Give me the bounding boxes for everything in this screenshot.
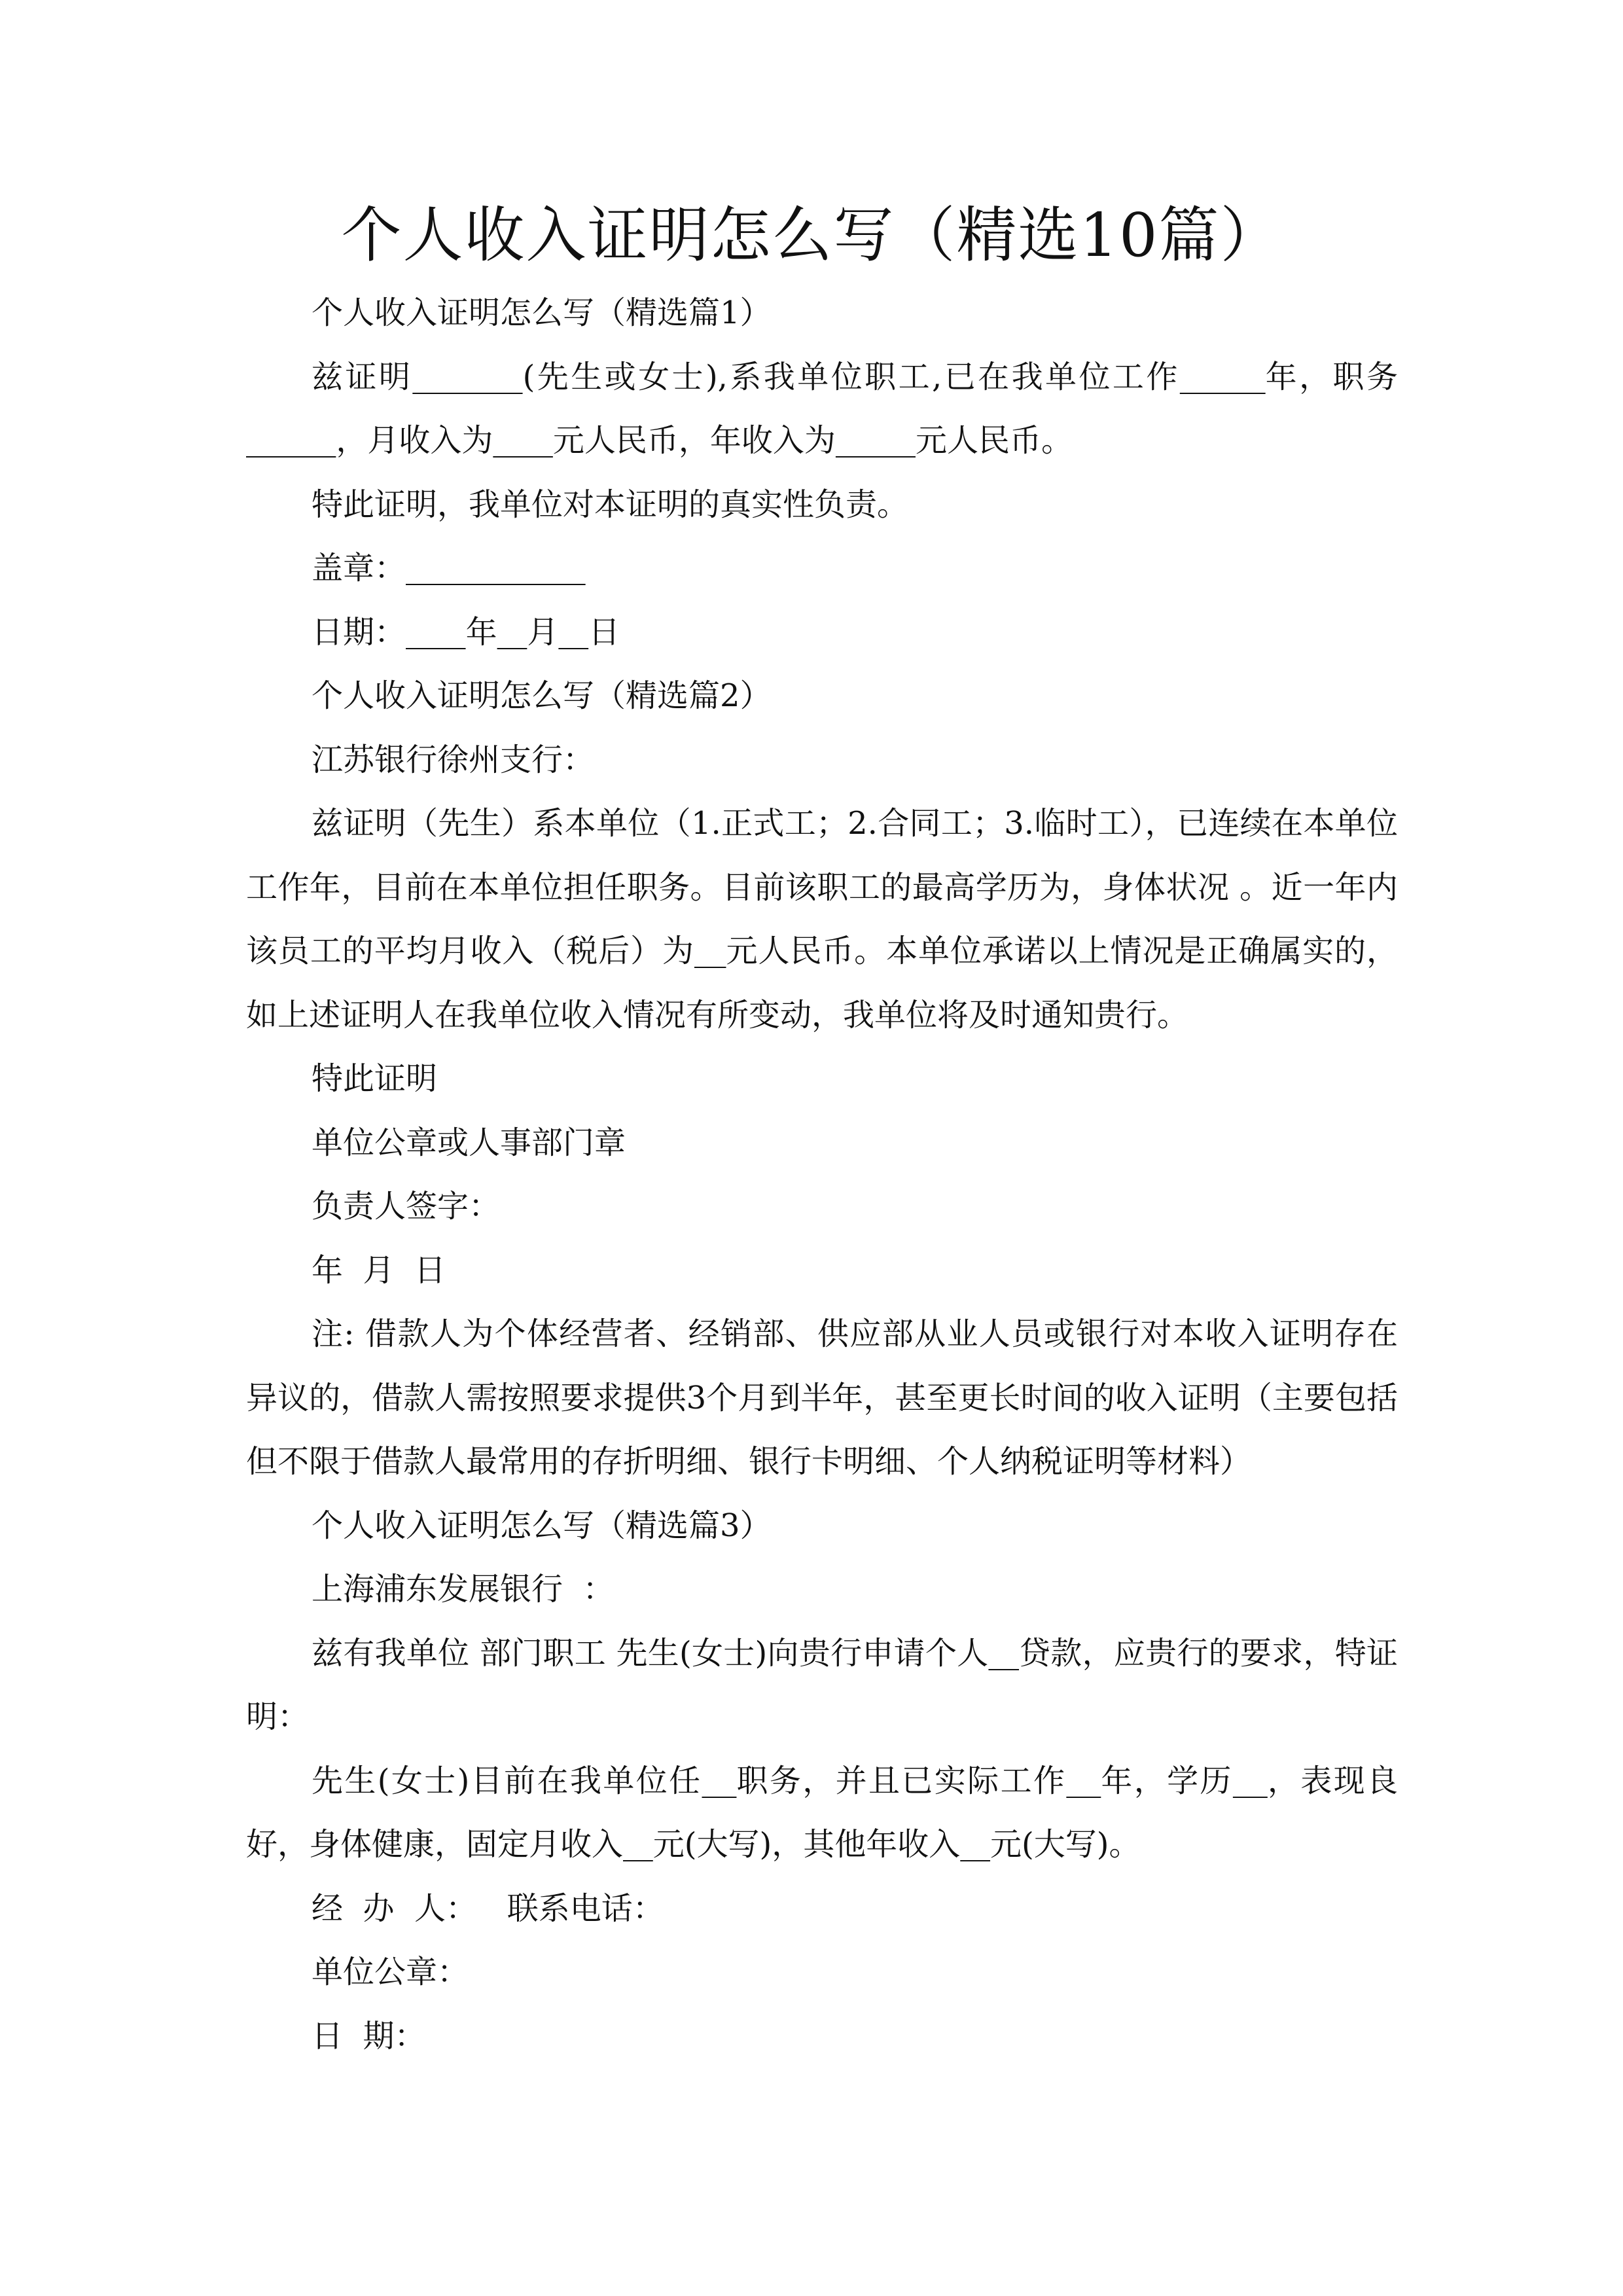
section2-note: 注: 借款人为个体经营者、经销部、供应部从业人员或银行对本收入证明存在异议的，借款人需按照要求提供3个月到半年，甚至更长时间的收入证明（主要包括但不限于借款人最常用的存折明细、银行卡明细、个人纳税证明等材料） [246,1316,1398,1480]
date-line [246,601,1398,665]
year-label: 年 [465,613,497,651]
section-heading-2: 个人收入证明怎么写（精选篇2） [312,677,772,714]
blank-years [1066,1763,1101,1799]
blank-year [406,614,466,651]
month-label: 月 [527,613,559,651]
text-segment: 元人民币，年收入为 [552,422,836,459]
day-label: 日 [588,613,620,651]
text-segment: 职务，并且已实际工作 [736,1762,1067,1799]
text-segment: (先生或女士),系我单位职工,已在我单位工作 [522,358,1180,395]
section2-closing: 特此证明 [312,1060,438,1097]
section3-date: 日 期： [312,2017,426,2054]
text-segment: 先生(女士)目前在我单位任 [312,1762,702,1799]
text-segment: 兹证明（先生）系本单位（1.正式工；2.合同工；3.临时工），已连续在本单位工作年，目前在本单位担任职务。目前该职工的最高学历为，身体状况 。近一年内该员工的平均月收入（税后）为 [246,805,1398,969]
text-segment: 兹有我单位 部门职工 先生(女士)向贵行申请个人 [312,1634,989,1672]
section2-signature: 负责人签字： [312,1188,501,1225]
text-segment: 兹证明 [312,358,413,395]
text-segment: ，月收入为 [336,422,493,459]
blank-avg-income [694,933,726,969]
blank-loan-type [988,1635,1019,1672]
section3-seal: 单位公章： [312,1954,469,1990]
text-segment: 年，职务 [1265,358,1398,395]
text-segment: 元(大写)。 [990,1826,1141,1863]
text-segment: 年，学历 [1101,1762,1233,1799]
blank-monthly-income [623,1826,653,1863]
section2-addressee: 江苏银行徐州支行： [312,741,595,778]
section2-seal: 单位公章或人事部门章 [312,1124,626,1161]
blank-monthly-income [493,422,553,459]
seal-label: 盖章： [312,550,406,586]
blank-month [497,614,527,651]
section3-addressee: 上海浦东发展银行 ： [312,1571,615,1607]
blank-position [702,1763,737,1799]
section1-paragraph-1 [246,346,1398,473]
blank-annual-income [836,422,916,459]
seal-line [246,537,1398,601]
section2-date: 年 月 日 [312,1251,446,1289]
blank-other-income [960,1826,990,1863]
blank-years [1180,359,1266,395]
blank-name [412,359,522,395]
section1-paragraph-2: 特此证明，我单位对本证明的真实性负责。 [312,486,909,523]
section3-handler: 经 办 人： 联系电话： [312,1890,664,1927]
blank-education [1233,1763,1268,1799]
section-heading-1: 个人收入证明怎么写（精选篇1） [312,295,772,331]
blank-seal [406,550,586,586]
section3-paragraph-2 [246,1749,1398,1877]
text-segment: ，表现良好，身体健康，固定月收入 [246,1762,1398,1863]
blank-day [558,614,588,651]
text-segment: 元人民币。本单位承诺以上情况是正确属实的，如上述证明人在我单位收入情况有所变动，我单位将及时通知贵行。 [246,933,1398,1033]
section-heading-3: 个人收入证明怎么写（精选篇3） [312,1507,772,1544]
section2-paragraph-1 [246,792,1398,1047]
document-body [246,281,1398,2068]
section3-paragraph-1 [246,1622,1398,1749]
text-segment: 元(大写)，其他年收入 [652,1826,961,1863]
text-segment: 贷款，应贵行的要求，特证明： [246,1634,1398,1735]
document-title: 个人收入证明怎么写（精选10篇） [341,200,1282,270]
blank-position [246,422,336,459]
text-segment: 元人民币。 [915,422,1073,459]
date-label: 日期： [312,613,406,651]
